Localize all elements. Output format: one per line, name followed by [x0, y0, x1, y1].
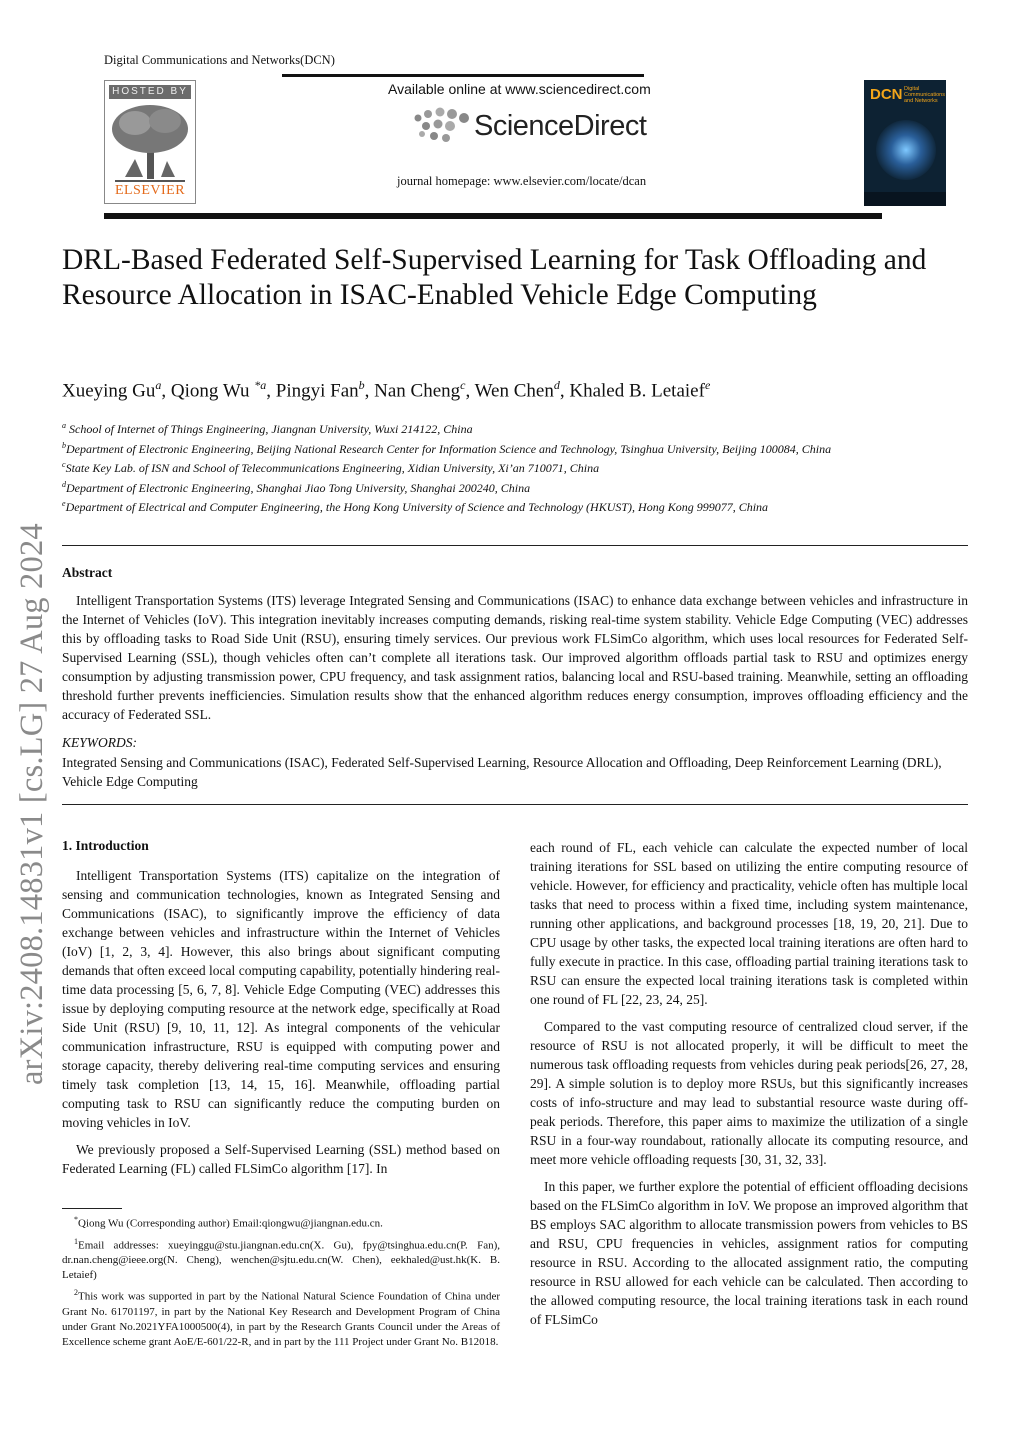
author-name: Qiong Wu [170, 380, 255, 402]
paper-title: DRL-Based Federated Self-Supervised Learning for Task Offloading and Resource Allocation in ISAC-Enabled Vehicle Edge Computing [62, 244, 927, 311]
affiliation-mark: b [62, 440, 66, 450]
author-name: Wen Chen [474, 380, 554, 402]
footnote-mark: 1 [74, 1236, 78, 1246]
cover-graphic [876, 120, 936, 180]
arxiv-stamp: arXiv:2408.14831v1 [cs.LG] 27 Aug 2024 [14, 523, 50, 1085]
footnote-mark: 2 [74, 1288, 78, 1298]
footnote-mark: * [74, 1215, 78, 1224]
affiliation-mark: e [62, 499, 66, 508]
section-heading-introduction: 1. Introduction [62, 838, 149, 853]
column-right [530, 838, 968, 1337]
divider-bottom [62, 804, 968, 805]
cover-footer [864, 192, 946, 206]
footnote [62, 1212, 500, 1232]
affiliation-line [62, 496, 982, 516]
abstract-text: Intelligent Transportation Systems (ITS) leverage Integrated Sensing and Communications (ISAC) to enhance data exchange between vehicles and infrastructure in the Internet of Vehicles (IoV). This integration inevitably increases computing demands, risking real-time system stability. Vehicle Edge Computing (VEC) addresses this by offloading tasks to Road Side Unit (RSU), ensuring timely services. Our previous work FLSimCo algorithm, which uses local resources for Federated Self-Supervised Learning (SSL), though vehicles often can’t complete all iterations task. Our improved algorithm offloads partial task to RSU and optimizes energy consumption by adjusting transmission power, CPU frequency, and task assignment ratios, balancing local and RSU-based training. Meanwhile, setting an offloading threshold further prevents inefficiencies. Simulation results show that the enhanced algorithm reduces energy consumption, improves offloading efficiency and the accuracy of Federated SSL. [62, 593, 968, 722]
journal-cover [864, 80, 946, 206]
author-affiliation-mark: b [358, 378, 365, 392]
available-online: Available online at www.sciencedirect.com [388, 81, 651, 97]
divider-top [62, 545, 968, 546]
keywords-heading: KEYWORDS: [62, 735, 137, 750]
author-name: Khaled B. Letaief [569, 380, 705, 402]
intro-paragraph: Compared to the vast computing resource of centralized cloud server, if the resource of RSU is not allocated properly, it will be difficult to meet the numerous task offloading requests from vehicles during peak periods[26, 27, 28, 29]. A simple solution is to deploy more RSUs, but this significantly increases costs of info-structure and may lead to substantial resource waste during off-peak periods. Therefore, this paper aims to maximize the utilization of a single RSU in a four-way roundabout, rationally allocate its computing resource, and meet more vehicle offloading requests [30, 31, 32, 33]. [530, 1019, 968, 1167]
journal-homepage: journal homepage: www.elsevier.com/locate/dcan [397, 174, 647, 188]
author-name: Pingyi Fan [275, 380, 359, 402]
affiliation-line [62, 438, 982, 458]
keywords-text: Integrated Sensing and Communications (ISAC), Federated Self-Supervised Learning, Resource Allocation and Offloading, Deep Reinforcement Learning (DRL), Vehicle Edge Computing [62, 755, 942, 789]
cover-subtitle: Digital Communications and Networks [904, 86, 945, 104]
masthead-bottom-rule [104, 213, 882, 219]
author-name: Nan Cheng [374, 380, 461, 402]
affiliation-text: Department of Electronic Engineering, Shanghai Jiao Tong University, Shanghai 200240, China [66, 480, 531, 495]
author-list [62, 378, 710, 402]
footnote [62, 1285, 500, 1350]
author-separator: , [161, 380, 171, 402]
journal-name: Digital Communications and Networks(DCN) [104, 53, 335, 67]
sciencedirect-wordmark: ScienceDirect [474, 110, 647, 142]
affiliation-mark: a [62, 421, 66, 430]
affiliation-text: Department of Electronic Engineering, Beijing National Research Center for Information Science and Technology, Tsinghua University, Beijing 100084, China [66, 441, 832, 456]
hosted-by-label: HOSTED BY [109, 85, 191, 99]
affiliation-line [62, 477, 982, 497]
affiliation-list [62, 418, 982, 516]
affiliation-mark: d [62, 479, 66, 489]
affiliation-text: School of Internet of Things Engineering, Jiangnan University, Wuxi 214122, China [66, 422, 473, 436]
author-affiliation-mark: d [553, 378, 560, 392]
footnote-text: This work was supported in part by the National Natural Science Foundation of China under Grant No. 61701197, in part by the National Key Research and Development Program of China under Grant No.2021YFA1000500(4), in part by the Research Grants Council under the Areas of Excellence scheme grant AoE/E-601/22-R, and in part by the 111 Project under Grant No. B12018. [62, 1290, 500, 1348]
author-affiliation-mark: c [460, 378, 466, 392]
footnotes [62, 1212, 500, 1352]
elsevier-wordmark: ELSEVIER [114, 183, 186, 198]
cover-logo: DCN [870, 86, 903, 103]
author-separator: , [465, 380, 475, 402]
affiliation-line [62, 457, 982, 477]
author-name: Xueying Gu [62, 380, 156, 402]
column-left [62, 866, 500, 1186]
affiliation-text: State Key Lab. of ISN and School of Telecommunications Engineering, Xidian University, Xi’an 710071, China [65, 461, 600, 475]
elsevier-tree-icon [105, 99, 195, 185]
intro-paragraph: We previously proposed a Self-Supervised Learning (SSL) method based on Federated Learning (FL) called FLSimCo algorithm [17]. In [62, 1142, 500, 1176]
intro-paragraph: Intelligent Transportation Systems (ITS) capitalize on the integration of sensing and communication technologies, known as Integrated Sensing and Communications (ISAC), to significantly improve the efficiency of data exchange between vehicles and infrastructure within the Internet of Vehicles (IoV) [1, 2, 3, 4]. However, this also brings about significant computing demands that often exceed local computing capability, potentially hindering real-time data processing [5, 6, 7, 8]. Vehicle Edge Computing (VEC) addresses this issue by deploying computing resource at the network edge, specifically at Road Side Unit (RSU) [9, 10, 11, 12]. As integral components of the vehicular communication infrastructure, RSU is equipped with computing power and storage capacity, thereby delivering real-time computing services and ensuring timely task completion [13, 14, 15, 16]. Meanwhile, offloading partial computing task to RSU can significantly reduce the computing burden on moving vehicles in IoV. [62, 868, 500, 1130]
author-affiliation-mark: e [704, 378, 711, 392]
footnote-rule [62, 1208, 122, 1209]
intro-paragraph: each round of FL, each vehicle can calculate the expected number of local training iterations for SSL based on utilizing the entire computing resource of vehicle. However, for efficiency and practicality, vehicle often has multiple local tasks that need to process within a fixed time, including system maintenance, running other applications, and background processes [18, 19, 20, 21]. Due to CPU usage by other tasks, the expected local training iterations are often hard to fully execute in practice. In this case, offloading partial training iterations task to RSU can ensure the expected local training iterations task is completed within one round of FL [22, 23, 24, 25]. [530, 840, 968, 1007]
author-affiliation-mark: *a [254, 378, 267, 392]
affiliation-line [62, 418, 982, 438]
footnote [62, 1234, 500, 1284]
intro-paragraph: In this paper, we further explore the potential of efficient offloading decisions based on the FLSimCo algorithm in IoV. We propose an improved algorithm that BS employs SAC algorithm to allocate transmission powers from vehicles to BS and RSU, CPU frequencies in vehicles, assignment ratios for computing resource in RSU. According to the allocated assignment ratio, the computing resource in RSU allowed for each vehicle can be calculated. Then according to the allowed computing resource, the local training iterations task in each round of FLSimCo [530, 1179, 968, 1327]
abstract-heading: Abstract [62, 565, 113, 580]
author-affiliation-mark: a [155, 378, 162, 392]
affiliation-mark: c [62, 460, 66, 469]
affiliation-text: Department of Electrical and Computer Engineering, the Hong Kong University of Science and Technology (HKUST), Hong Kong 999077, China [65, 500, 769, 514]
author-separator: , [364, 380, 375, 402]
elsevier-logo [104, 80, 196, 204]
footnote-text: Qiong Wu (Corresponding author) Email:qiongwu@jiangnan.edu.cn. [78, 1217, 383, 1230]
masthead-top-rule [282, 74, 644, 77]
footnote-text: Email addresses: xueyinggu@stu.jiangnan.edu.cn(X. Gu), fpy@tsinghua.edu.cn(P. Fan), dr.nan.cheng@ieee.org(N. Cheng), wenchen@sjtu.edu.cn(W. Chen), eekhaled@ust.hk(K. B. Letaief) [62, 1239, 500, 1282]
author-separator: , [266, 380, 276, 402]
author-separator: , [559, 380, 570, 402]
